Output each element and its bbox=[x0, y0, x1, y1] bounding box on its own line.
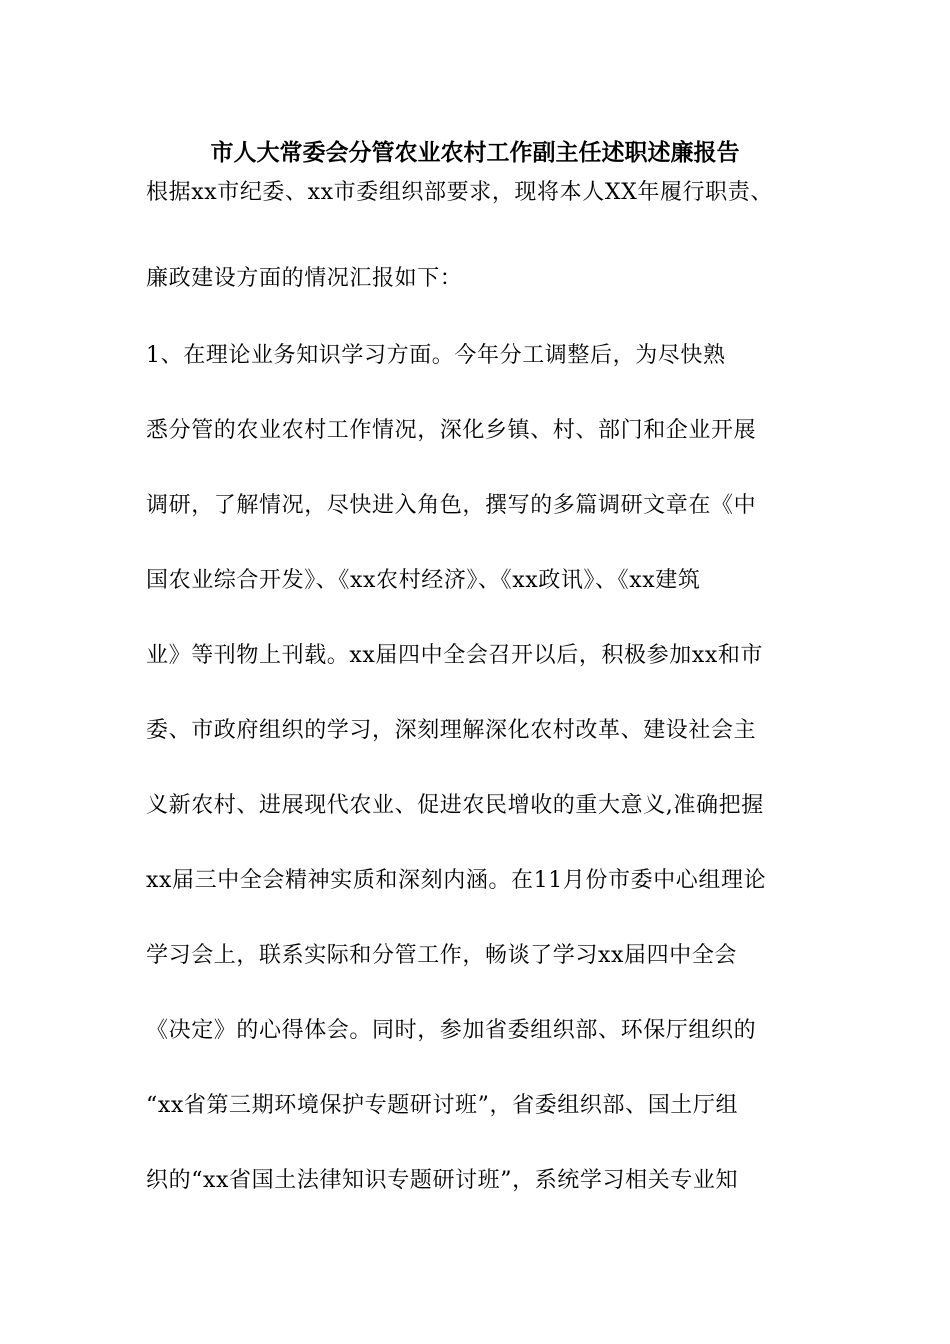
paragraph-line-1: 根据xx市纪委、xx市委组织部要求，现将本人XX年履行职责、 bbox=[146, 180, 773, 205]
paragraph-line-7: 业》等刊物上刊载。xx届四中全会召开以后，积极参加xx和市 bbox=[146, 643, 764, 668]
paragraph-line-5: 调研，了解情况，尽快进入角色，撰写的多篇调研文章在《中 bbox=[146, 493, 757, 518]
paragraph-line-11: 学习会上，联系实际和分管工作，畅谈了学习xx届四中全会 bbox=[146, 943, 738, 968]
paragraph-line-13: “xx省第三期环境保护专题研讨班”，省委组织部、国土厅组 bbox=[146, 1093, 739, 1118]
paragraph-line-10: xx届三中全会精神实质和深刻内涵。在11月份市委中心组理论 bbox=[146, 868, 767, 893]
document-title: 市人大常委会分管农业农村工作副主任述职述廉报告 bbox=[210, 139, 740, 166]
paragraph-line-6: 国农业综合开发》、《xx农村经济》、《xx政讯》、《xx建筑 bbox=[146, 568, 701, 593]
paragraph-line-12: 《决定》的心得体会。同时，参加省委组织部、环保厅组织的 bbox=[146, 1018, 757, 1043]
paragraph-line-9: 义新农村、进展现代农业、促进农民增收的重大意义,准确把握 bbox=[146, 793, 764, 818]
paragraph-line-14: 织的“xx省国土法律知识专题研讨班”，系统学习相关专业知 bbox=[146, 1168, 739, 1193]
paragraph-line-2: 廉政建设方面的情况汇报如下： bbox=[146, 266, 463, 291]
paragraph-line-3: 1、在理论业务知识学习方面。今年分工调整后，为尽快熟 bbox=[146, 343, 726, 368]
paragraph-line-8: 委、市政府组织的学习，深刻理解深化农村改革、建设社会主 bbox=[146, 718, 757, 743]
paragraph-line-4: 悉分管的农业农村工作情况，深化乡镇、村、部门和企业开展 bbox=[146, 418, 757, 443]
